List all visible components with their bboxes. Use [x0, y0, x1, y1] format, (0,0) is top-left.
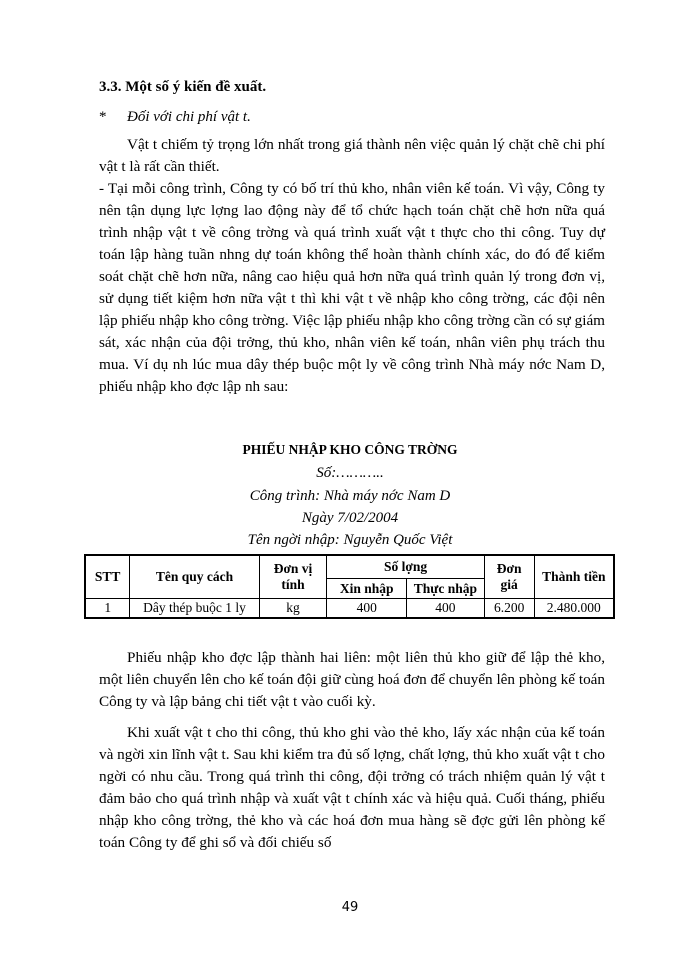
header-unit: Đơn vị tính	[259, 555, 327, 599]
header-amount: Thành tiền	[534, 555, 614, 599]
section-heading: 3.3. Một số ý kiến đề xuất.	[99, 79, 267, 95]
paragraph-4: Khi xuất vật t cho thi công, thủ kho ghi vào thẻ kho, lấy xác nhận của kế toán và ngời xin lĩnh vật t. Sau khi kiểm tra đủ số lợng, chất lợng, thủ kho xuất vật t cho ngời có nhu cầu. Trong quá trình thi công, đội trởng có trách nhiệm quản lý vật t đảm bảo cho quá trình nhập và xuất vật t chính xác và hiệu quả. Cuối tháng, phiếu nhập kho công trờng, thẻ kho và các hoá đơn mua hàng sẽ đợc gửi lên phòng kế toán Công ty để ghi sổ và đối chiếu số	[99, 724, 605, 851]
cell-actual: 400	[407, 599, 485, 619]
cell-requested: 400	[327, 599, 407, 619]
form-title: PHIẾU NHẬP KHO CÔNG TRỜNG	[242, 442, 458, 457]
cell-stt: 1	[85, 599, 130, 619]
paragraph-1: Vật t chiếm tỷ trọng lớn nhất trong giá thành nên việc quản lý chặt chẽ chi phí vật t là rất cần thiết.	[99, 136, 605, 175]
bullet: *	[99, 109, 107, 125]
cell-name: Dây thép buộc 1 ly	[130, 599, 259, 619]
subheading	[99, 109, 251, 126]
receipt-table	[84, 554, 615, 619]
paragraph-3: Phiếu nhập kho đợc lập thành hai liên: một liên thủ kho giữ để lập thẻ kho, một liên chuyển lên cho kế toán đội giữ cùng hoá đơn để chuyển lên phòng kế toán Công ty và lập bảng chi tiết vật t vào cuối kỳ.	[99, 649, 605, 710]
header-actual: Thực nhập	[407, 579, 485, 599]
form-date: Ngày 7/02/2004	[301, 510, 399, 526]
paragraph-2: - Tại mỗi công trình, Công ty có bố trí thủ kho, nhân viên kế toán. Vì vậy, Công ty nên tận dụng lực lợng lao động này để tổ chức hạch toán chặt chẽ hơn nữa quá trình nhập vật t về công trờng và quá trình xuất vật t thực cho thi công. Tuy dự toán lập hàng tuần nhng dự toán không thể hoàn thành chính xác, do đó để kiểm soát chặt chẽ hơn nữa, nâng cao hiệu quả hơn nữa quá trình quản lý trong đơn vị, sử dụng tiết kiệm hơn nữa vật t thì khi vật t về nhập kho công trờng, các đội nên lập phiếu nhập kho công trờng. Việc lập phiếu nhập kho công trờng cần có sự giám sát, xác nhận của đội trởng, thủ kho, nhân viên kế toán, nhân viên phụ trách thu mua. Ví dụ nh lúc mua dây thép buộc một ly về công trình Nhà máy nớc Nam D, phiếu nhập kho đợc lập nh sau:	[99, 180, 605, 395]
cell-amount: 2.480.000	[534, 599, 614, 619]
page-number: 49	[341, 900, 359, 915]
form-project: Công trình: Nhà máy nớc Nam D	[249, 488, 451, 504]
table-row	[85, 599, 614, 619]
form-person: Tên ngời nhập: Nguyễn Quốc Việt	[247, 532, 453, 548]
header-requested: Xin nhập	[327, 579, 407, 599]
header-stt: STT	[85, 555, 130, 599]
cell-price: 6.200	[484, 599, 534, 619]
header-price: Đơn giá	[484, 555, 534, 599]
cell-unit: kg	[259, 599, 327, 619]
header-name: Tên quy cách	[130, 555, 259, 599]
header-quantity: Số lợng	[327, 555, 484, 579]
subheading-text: Đối với chi phí vật t.	[127, 109, 251, 125]
form-number: Số:………..	[316, 465, 384, 481]
